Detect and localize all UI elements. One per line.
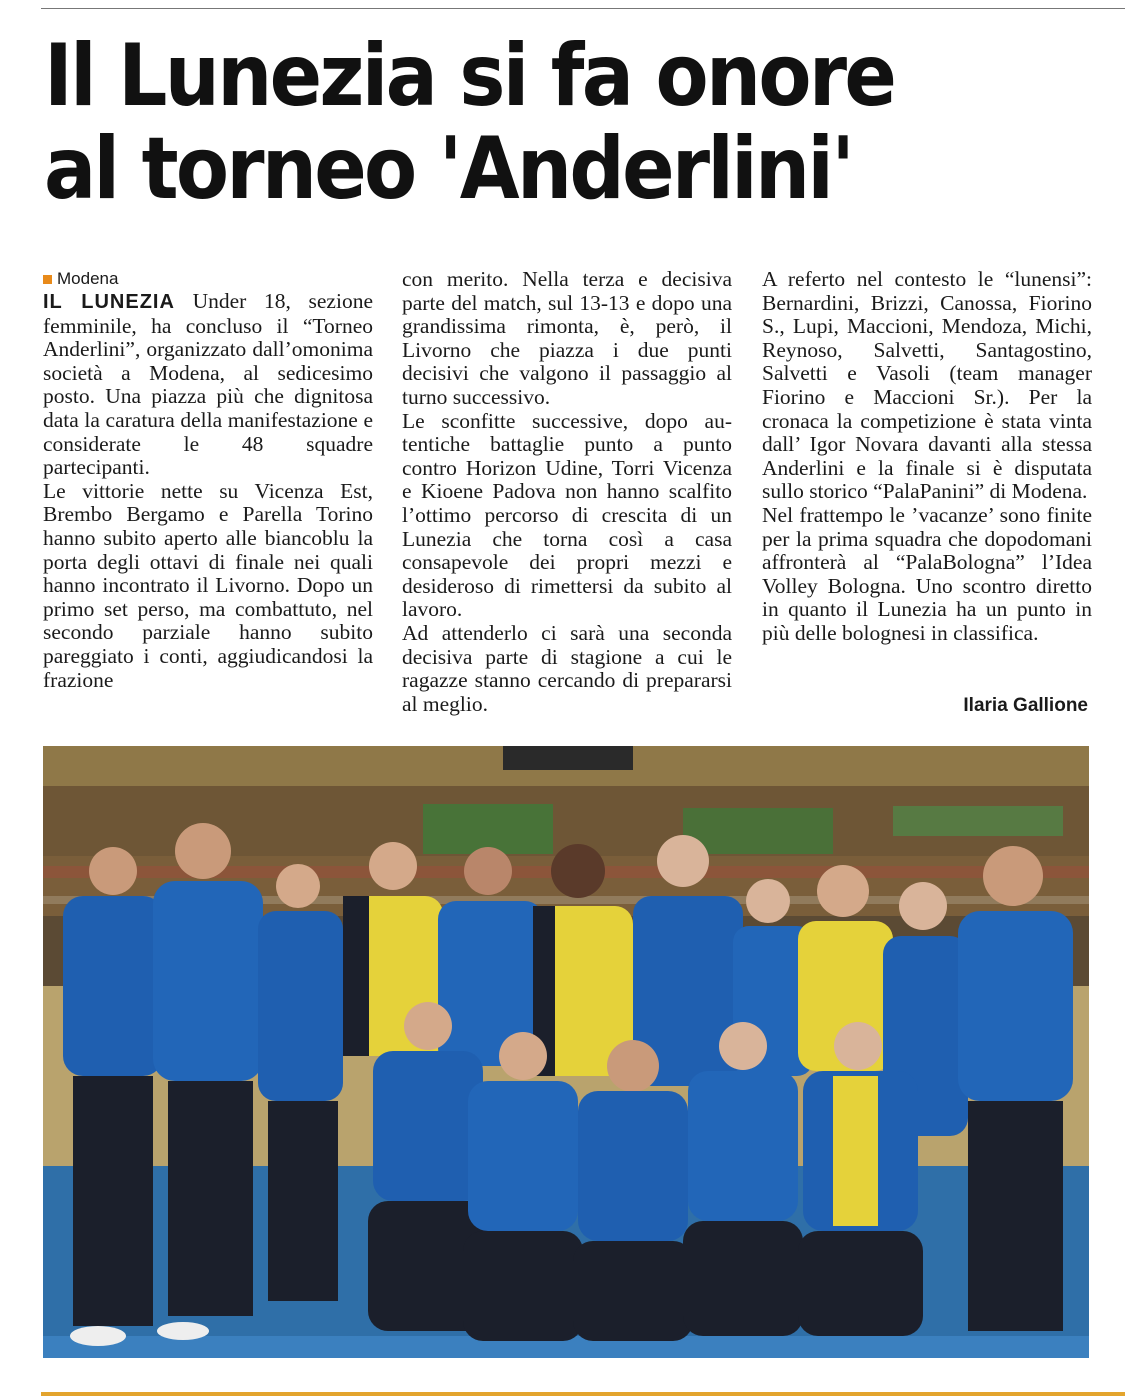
byline: Ilaria Gallione xyxy=(963,695,1088,716)
paragraph-text: Under 18, sezione femminile, ha concluso il “Torneo Anderlini”, organizzato dall’omonima società a Modena, al sedicesimo posto. Una piazza più che dignitosa data la caratura della manifestazione e considerate le 48 squadre partecipanti. xyxy=(43,289,373,480)
kneeling-row xyxy=(368,1002,923,1341)
paragraph: Ad attenderlo ci sarà una seconda decisiva parte di stagione a cui le ragazze stanno cercando di prepararsi al meglio. xyxy=(402,620,732,716)
dateline-text: Modena xyxy=(57,269,119,288)
team-photo-illustration xyxy=(43,746,1089,1358)
article-column-2 xyxy=(402,268,732,716)
paragraph: con merito. Nella terza e decisiva parte del match, sul 13-13 e dopo una grandissima rimonta, è, però, il Livorno che piazza i due punti decisivi che valgono il passaggio al turno successivo. xyxy=(402,267,732,409)
headline-line-2: al torneo 'Anderlini' xyxy=(44,119,853,219)
dateline-square-icon xyxy=(43,275,52,284)
article-column-1 xyxy=(43,268,373,692)
paragraph: Nel frattempo le ’vacanze’ sono finite per la prima squadra che dopodomani affronterà al “PalaBologna” l’Idea Volley Bologna. Uno scontro diretto in quanto il Lunezia ha un punto in più delle bolognesi in classifica. xyxy=(762,502,1092,645)
article-column-3 xyxy=(762,268,1092,646)
bottom-rule xyxy=(41,1392,1125,1396)
dateline xyxy=(43,268,373,290)
team-photo xyxy=(43,746,1089,1358)
headline-line-1: Il Lunezia si fa onore xyxy=(44,26,895,126)
paragraph: Le vittorie nette su Vicenza Est, Brembo Bergamo e Parella Torino hanno subito aperto alle biancoblu la porta degli ottavi di finale nei quali hanno incontrato il Livorno. Dopo un primo set perso, ma combattuto, nel secondo parziale hanno subito pareggiato i conti, aggiudicandosi la frazione xyxy=(43,478,373,692)
paragraph: A referto nel contesto le “lunensi”: Bernardini, Brizzi, Canossa, Fiorino S., Lupi, Maccioni, Mendoza, Michi, Reynoso, Salvetti, Santagostino, Salvetti e Vasoli (team manager Fiorino e Maccioni Sr.). Per la cronaca la competizione è stata vinta dall’ Igor Novara davanti alla stessa Anderlini e la finale si è disputata sullo storico “PalaPanini” di Modena. xyxy=(762,267,1092,504)
paragraph: Le sconfitte successive, dopo autentiche battaglie punto a punto contro Horizon Udine, Torri Vicenza e Kioene Padova non hanno scalfito l’ottimo percorso di crescita di un Lunezia che torna così a casa consapevole dei propri mezzi e desideroso di rimettersi da subito al lavoro. xyxy=(402,408,732,622)
paragraph xyxy=(43,290,373,480)
top-rule xyxy=(41,8,1125,9)
headline xyxy=(44,26,998,219)
lead-in: IL LUNEZIA xyxy=(43,291,175,313)
